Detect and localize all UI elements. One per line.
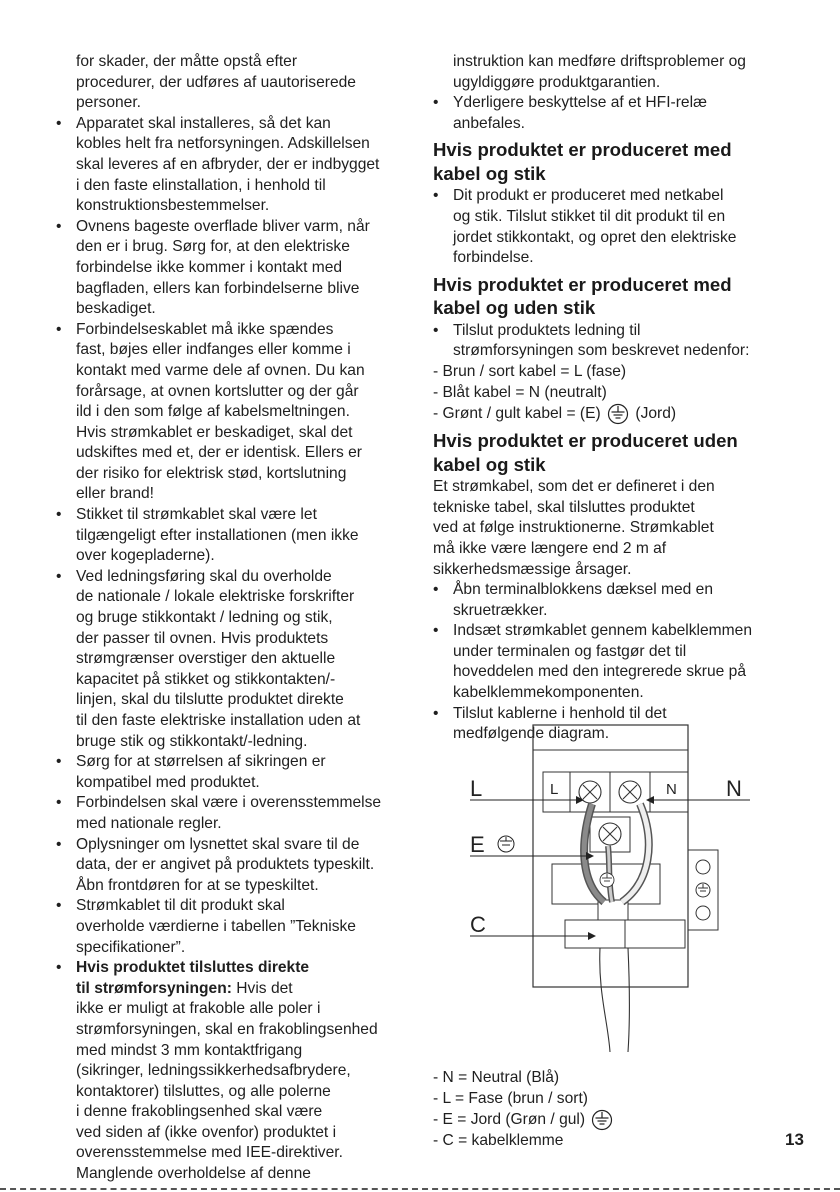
label-l: L [470, 776, 483, 801]
bullet-open-terminal: • Åbn terminalblokkens dæksel med en skruetrækker. [433, 580, 788, 621]
bullet-wiring-rules: • Ved ledningsføring skal du overholde de nationale / lokale elektriske forskrifter og bruge stikkontakt / ledning og stik, der passer til ovnen. Hvis produktets strømgrænser overstiger den aktuelle kapacitet på stikket og stikkontakten/- linjen, skal du tilslutte produktet direkte til den faste elektriske installation uden at bruge stik og stikkontakt/-ledning. [56, 567, 408, 752]
paragraph-power-cable: Et strømkabel, som det er defineret i den tekniske tabel, skal tilsluttes produktet ved at følge instruktionerne. Strømkablet må ikke være længere end 2 m af sikkerhedsmæssige årsager. [433, 478, 715, 578]
label-n: N [726, 776, 742, 801]
continued-text: instruktion kan medføre driftsproblemer og ugyldiggøre produktgarantien. [453, 53, 746, 91]
label-c: C [470, 912, 486, 937]
legend-clamp: - C = kabelklemme [433, 1132, 564, 1150]
page-number: 13 [785, 1130, 804, 1149]
bullet-insert-cable: • Indsæt strømkablet gennem kabelklemmen under terminalen og fastgør det til hoveddelen med den integrerede skrue på kabelklemmekomponenten. [433, 621, 788, 703]
heading-cable-and-plug: Hvis produktet er produceret med kabel og stik [433, 139, 732, 184]
right-column [433, 52, 788, 745]
wiring-diagram [460, 722, 790, 1062]
bullet-disconnect: • Apparatet skal installeres, så det kan kobles helt fra netforsyningen. Adskillelsen skal leveres af en afbryder, der er indbygget i den faste elinstallation, i henhold til konstruktionsbestemmelser. [56, 114, 408, 217]
heading-no-cable-no-plug: Hvis produktet er produceret uden kabel og stik [433, 430, 738, 475]
earth-icon [591, 1109, 613, 1131]
bullet-plug-connect: • Dit produkt er produceret med netkabel og stik. Tilslut stikket til dit produkt til en jordet stikkontakt, og opret den elektriske forbindelse. [433, 186, 788, 268]
inner-earth-icon [600, 873, 614, 887]
legend-phase: - L = Fase (brun / sort) [433, 1089, 588, 1107]
bullet-plug-access: • Stikket til strømkablet skal være let tilgængeligt efter installationen (men ikke over kogepladerne). [56, 505, 408, 567]
legend-earth: - E = Jord (Grøn / gul) [433, 1109, 615, 1131]
legend-neutral: - N = Neutral (Blå) [433, 1069, 560, 1086]
bullet-rear-surface: • Ovnens bageste overflade bliver varm, når den er i brug. Sørg for, at den elektriske forbindelse ikke kommer i kontakt med bagfladen, ellers kan forbindelserne blive beskadiget. [56, 217, 408, 320]
bullet-connection-cable: • Forbindelseskablet må ikke spændes fast, bøjes eller indfanges eller komme i kontakt med varme dele af ovnen. Du kan forårsage, at ovnen kortslutter og der går ild i den som følge af kabelsmeltningen. Hvis strømkablet er beskadiget, skal det udskiftes med et, der er identisk. Ellers er der risiko for elektrisk stød, kortslutning eller brand! [56, 320, 408, 505]
label-e: E [470, 832, 485, 857]
wire-green-yellow: - Grønt / gult kabel = (E) (Jord) [433, 403, 788, 425]
page-divider [0, 1188, 840, 1190]
bullet-connect-wires: • Tilslut kablerne i henhold til det medfølgende diagram. [433, 704, 788, 745]
main-cable [600, 948, 630, 1052]
bullet-power-cable-specs: • Strømkablet til dit produkt skal overholde værdierne i tabellen ”Tekniske specifikationer”. [56, 896, 408, 958]
terminal-l-label: L [550, 781, 559, 798]
earth-icon [607, 403, 629, 425]
bullet-mains-info: • Oplysninger om lysnettet skal svare til de data, der er angivet på produktets typeskilt. Åbn frontdøren for at se typeskiltet. [56, 835, 408, 897]
diagram-legend [433, 1068, 615, 1152]
wire-brown: - Brun / sort kabel = L (fase) [433, 362, 627, 380]
bullet-connect-lead: • Tilslut produktets ledning til strømforsyningen som beskrevet nedenfor: [433, 321, 788, 362]
bullet-direct-connection: • Hvis produktet tilsluttes direkte til strømforsyningen: Hvis det ikke er muligt at frakoble alle poler i strømforsyningen, skal en frakoblingsenhed med mindst 3 mm kontaktfrigang (sikringer, ledningssikkerhedsafbrydere, kontaktorer) tilsluttes, og alle polerne i denne frakoblingsenhed skal være ved siden af (ikke ovenfor) produktet i overensstemmelse med IEE-direktiver. Manglende overholdelse af denne [56, 958, 408, 1185]
screw-n-icon [619, 781, 641, 803]
bullet-hfi-relay: • Yderligere beskyttelse af et HFI-relæ anbefales. [433, 93, 788, 134]
bullet-fuse-size: • Sørg for at størrelsen af sikringen er kompatibel med produktet. [56, 752, 408, 793]
terminal-n-label: N [666, 781, 677, 798]
continued-text: for skader, der måtte opstå efter procedurer, der udføres af uautoriserede personer. [76, 53, 356, 112]
label-e-earth-icon [498, 836, 514, 852]
bullet-national-rules: • Forbindelsen skal være i overensstemmelse med nationale regler. [56, 793, 408, 834]
wire-blue: - Blåt kabel = N (neutralt) [433, 383, 607, 401]
side-connector [688, 850, 718, 930]
screw-earth-icon [599, 823, 621, 845]
heading-cable-no-plug: Hvis produktet er produceret med kabel og uden stik [433, 273, 732, 319]
left-column [56, 52, 408, 1185]
